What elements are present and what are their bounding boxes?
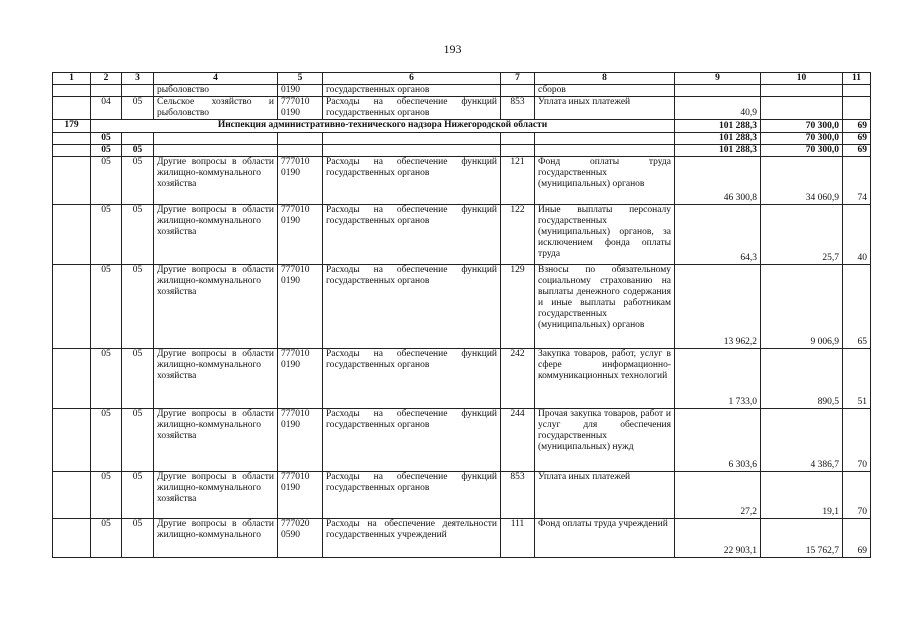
cell-subsection-name: Другие вопросы в области жилищно-коммунального хозяйства	[154, 157, 278, 205]
cell-expense-type: 244	[501, 409, 535, 472]
cell-code	[53, 519, 91, 558]
cell-target-article: 777010 0190	[278, 472, 323, 519]
table-row	[53, 120, 871, 133]
cell-amount-actual: 70 300,0	[761, 133, 843, 145]
cell-target-article: 777010 0190	[278, 349, 323, 409]
cell-amount-plan: 13 962,2	[675, 265, 761, 349]
cell-amount-actual: 25,7	[761, 205, 843, 265]
cell-target-article: 777010 0190	[278, 157, 323, 205]
cell-percent: 69	[843, 519, 871, 558]
cell-code	[53, 265, 91, 349]
column-header: 7	[501, 73, 535, 85]
cell-code	[53, 205, 91, 265]
table-row	[53, 205, 871, 265]
cell-code	[53, 349, 91, 409]
cell-amount-actual: 9 006,9	[761, 265, 843, 349]
cell-expense-type: 122	[501, 205, 535, 265]
column-header: 9	[675, 73, 761, 85]
cell-percent: 69	[843, 120, 871, 133]
cell-section: 05	[91, 145, 122, 157]
column-header: 10	[761, 73, 843, 85]
cell-subsection: 05	[122, 145, 154, 157]
cell-article-name: государственных органов	[323, 85, 501, 97]
column-header: 11	[843, 73, 871, 85]
cell-percent: 69	[843, 145, 871, 157]
cell-expense-type-name: Взносы по обязательному социальному страхованию на выплаты денежного содержания и иные выплаты работникам государственных (муниципальных) органов	[535, 265, 675, 349]
cell-article-name: Расходы на обеспечение функций государственных органов	[323, 265, 501, 349]
table-row	[53, 519, 871, 558]
cell-article-name: Расходы на обеспечение деятельности государственных учреждений	[323, 519, 501, 558]
cell-expense-type	[501, 145, 535, 157]
cell-section: 05	[91, 409, 122, 472]
cell-section	[91, 85, 122, 97]
cell-code	[53, 472, 91, 519]
column-header: 3	[122, 73, 154, 85]
cell-percent: 40	[843, 205, 871, 265]
cell-section-title: Инспекция административно-технического надзора Нижегородской области	[91, 120, 675, 133]
cell-target-article: 777010 0190	[278, 205, 323, 265]
table-row	[53, 472, 871, 519]
cell-percent: 65	[843, 265, 871, 349]
cell-subsection-name	[154, 145, 278, 157]
cell-section: 05	[91, 205, 122, 265]
cell-amount-plan: 6 303,6	[675, 409, 761, 472]
table-row	[53, 409, 871, 472]
cell-expense-type	[501, 85, 535, 97]
cell-section: 05	[91, 519, 122, 558]
cell-amount-actual: 890,5	[761, 349, 843, 409]
cell-target-article: 777010 0190	[278, 97, 323, 120]
cell-expense-type: 129	[501, 265, 535, 349]
cell-article-name: Расходы на обеспечение функций государственных органов	[323, 409, 501, 472]
table-row	[53, 97, 871, 120]
cell-subsection-name: Другие вопросы в области жилищно-коммунального хозяйства	[154, 409, 278, 472]
cell-amount-plan: 1 733,0	[675, 349, 761, 409]
cell-section: 05	[91, 349, 122, 409]
cell-amount-actual: 34 060,9	[761, 157, 843, 205]
cell-amount-actual: 19,1	[761, 472, 843, 519]
cell-article-name: Расходы на обеспечение функций государственных органов	[323, 205, 501, 265]
cell-subsection: 05	[122, 472, 154, 519]
cell-subsection-name	[154, 133, 278, 145]
cell-article-name: Расходы на обеспечение функций государственных органов	[323, 472, 501, 519]
table-row	[53, 133, 871, 145]
cell-expense-type-name: Уплата иных платежей	[535, 472, 675, 519]
budget-table	[52, 72, 871, 558]
cell-expense-type-name: Уплата иных платежей	[535, 97, 675, 120]
cell-subsection-name: рыболовство	[154, 85, 278, 97]
column-header: 1	[53, 73, 91, 85]
cell-subsection: 05	[122, 349, 154, 409]
cell-subsection: 05	[122, 265, 154, 349]
cell-amount-actual: 70 300,0	[761, 120, 843, 133]
table-row	[53, 349, 871, 409]
cell-amount-plan: 22 903,1	[675, 519, 761, 558]
cell-expense-type-name	[535, 133, 675, 145]
cell-amount-plan: 27,2	[675, 472, 761, 519]
table-row	[53, 85, 871, 97]
cell-expense-type: 853	[501, 97, 535, 120]
cell-target-article: 777010 0190	[278, 265, 323, 349]
cell-subsection: 05	[122, 519, 154, 558]
cell-subsection-name: Другие вопросы в области жилищно-коммунального хозяйства	[154, 265, 278, 349]
cell-amount-actual: 70 300,0	[761, 145, 843, 157]
cell-subsection-name: Другие вопросы в области жилищно-коммунального хозяйства	[154, 349, 278, 409]
table-row	[53, 157, 871, 205]
cell-amount-plan: 101 288,3	[675, 120, 761, 133]
page-number: 193	[443, 42, 462, 56]
cell-percent	[843, 85, 871, 97]
cell-target-article: 0190	[278, 85, 323, 97]
cell-subsection-name: Другие вопросы в области жилищно-коммунального	[154, 519, 278, 558]
cell-code	[53, 157, 91, 205]
column-header: 2	[91, 73, 122, 85]
cell-amount-plan: 40,9	[675, 97, 761, 120]
cell-amount-actual	[761, 97, 843, 120]
column-header: 5	[278, 73, 323, 85]
column-header: 8	[535, 73, 675, 85]
cell-target-article	[278, 145, 323, 157]
cell-percent: 70	[843, 409, 871, 472]
cell-code	[53, 85, 91, 97]
cell-percent	[843, 97, 871, 120]
cell-expense-type-name: Прочая закупка товаров, работ и услуг для обеспечения государственных (муниципальных) нужд	[535, 409, 675, 472]
cell-target-article	[278, 133, 323, 145]
cell-subsection: 05	[122, 205, 154, 265]
cell-expense-type: 242	[501, 349, 535, 409]
cell-amount-actual	[761, 85, 843, 97]
cell-expense-type-name: Закупка товаров, работ, услуг в сфере информационно-коммуникационных технологий	[535, 349, 675, 409]
cell-subsection	[122, 133, 154, 145]
cell-expense-type-name: сборов	[535, 85, 675, 97]
cell-article-name	[323, 133, 501, 145]
cell-subsection-name: Сельское хозяйство и рыболовство	[154, 97, 278, 120]
cell-expense-type-name: Фонд оплаты труда государственных (муниципальных) органов	[535, 157, 675, 205]
table-row	[53, 265, 871, 349]
cell-section: 05	[91, 265, 122, 349]
cell-amount-plan	[675, 85, 761, 97]
cell-percent: 51	[843, 349, 871, 409]
cell-amount-plan: 101 288,3	[675, 145, 761, 157]
cell-expense-type-name: Фонд оплаты труда учреждений	[535, 519, 675, 558]
cell-section: 04	[91, 97, 122, 120]
cell-target-article: 777010 0190	[278, 409, 323, 472]
cell-expense-type: 121	[501, 157, 535, 205]
cell-article-name: Расходы на обеспечение функций государственных органов	[323, 97, 501, 120]
cell-article-name: Расходы на обеспечение функций государственных органов	[323, 349, 501, 409]
cell-code	[53, 133, 91, 145]
cell-amount-plan: 101 288,3	[675, 133, 761, 145]
cell-article-name	[323, 145, 501, 157]
table-header-row	[53, 73, 871, 85]
cell-amount-plan: 46 300,8	[675, 157, 761, 205]
cell-subsection: 05	[122, 409, 154, 472]
cell-section: 05	[91, 157, 122, 205]
cell-subsection-name: Другие вопросы в области жилищно-коммунального хозяйства	[154, 472, 278, 519]
cell-code	[53, 409, 91, 472]
cell-percent: 74	[843, 157, 871, 205]
cell-expense-type: 111	[501, 519, 535, 558]
cell-amount-plan: 64,3	[675, 205, 761, 265]
cell-section: 05	[91, 133, 122, 145]
cell-target-article: 777020 0590	[278, 519, 323, 558]
cell-percent: 70	[843, 472, 871, 519]
table-row	[53, 145, 871, 157]
cell-code	[53, 97, 91, 120]
cell-code	[53, 145, 91, 157]
cell-article-name: Расходы на обеспечение функций государственных органов	[323, 157, 501, 205]
cell-percent: 69	[843, 133, 871, 145]
cell-subsection-name: Другие вопросы в области жилищно-коммунального хозяйства	[154, 205, 278, 265]
cell-section: 05	[91, 472, 122, 519]
cell-subsection: 05	[122, 157, 154, 205]
cell-expense-type	[501, 133, 535, 145]
cell-expense-type-name	[535, 145, 675, 157]
cell-amount-actual: 4 386,7	[761, 409, 843, 472]
cell-subsection	[122, 85, 154, 97]
cell-subsection: 05	[122, 97, 154, 120]
cell-section-code: 179	[53, 120, 91, 133]
column-header: 4	[154, 73, 278, 85]
cell-amount-actual: 15 762,7	[761, 519, 843, 558]
column-header: 6	[323, 73, 501, 85]
cell-expense-type-name: Иные выплаты персоналу государственных (муниципальных) органов, за исключением фонда оплаты труда	[535, 205, 675, 265]
cell-expense-type: 853	[501, 472, 535, 519]
